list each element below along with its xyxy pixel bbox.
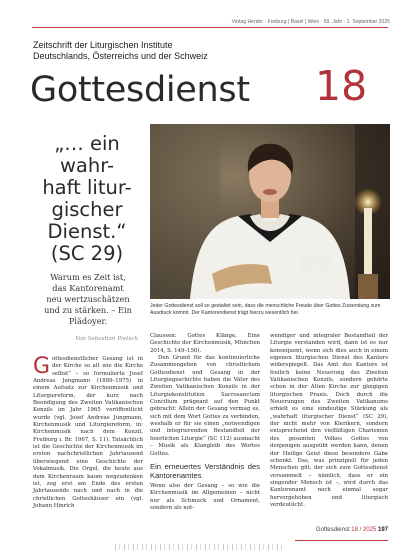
article-column-1 (33, 356, 143, 510)
deck-line: Plädoyer. (68, 316, 108, 326)
header-rule (32, 27, 388, 28)
scan-artifact (115, 544, 285, 550)
pull-quote-line: (SC 29) (50, 242, 124, 265)
pull-quote (33, 133, 141, 265)
footer-rule (295, 540, 388, 541)
subtitle-line-1: Zeitschrift der Liturgischen Institute (33, 40, 173, 50)
article-column-2 (150, 333, 260, 512)
column-3-text: wendiger und integraler Bestandteil der Liturgie verstanden wird, dann ist es nur konsequent, wenn sich dies auch in einem eigenen liturgischen Dienst des Kantors widerspiegelt. Das Amt des Kantors ist freilich keine Neuerung des Zweiten Vatikanischen Konzils, sondern gehörte schon in der Alten Kirche zur gängigen liturgischen Praxis. Doch durch die Neuerungen des Zweiten Vatikanums erhielt es eine eindeutige Stärkung als „wahrhaft liturgischer Dienst“ (SC 29), der nicht mehr von Klerikern, sondern entsprechend den vielfältigen Charismen des gesamten Volkes Gottes von denjenigen ausgeübt werden kann, denen der Heilige Geist diese besondere Gabe schenkt. Das, was prinzipiell für jeden Menschen gilt, der sich zum Gottesdienst versammelt – nämlich, dass er ein singender Mensch ist –, wird durch das Kantorenamt noch einmal sogar hervorgehoben und liturgisch verdeutlicht. (270, 333, 388, 508)
pull-quote-line: haft litur- (42, 176, 132, 199)
deck-line: Warum es Zeit ist, (50, 272, 126, 282)
article-column-3 (270, 333, 388, 509)
deck-line: neu wertzuschätzen (46, 294, 130, 304)
masthead-subtitle (33, 40, 303, 62)
pull-quote-line: gischer (51, 198, 123, 221)
pull-quote-line: „… ein (54, 132, 120, 155)
deck-line: das Kantorenamt (52, 283, 124, 293)
column-2-paragraph: Den Grund für das kontinuierliche Zusammengehen von christlichem Gottesdienst und Gesang in der Liturgiegeschichte haben die Väter des Zweiten Vatikanischen Konzils in der Liturgiekonstitution Sacrosanctum Concilium prägnant auf den Punkt gebracht: Allein der Gesang vermag es, sich mit dem Wort Gottes zu verbinden, weshalb er für sie einen „notwendigen und integrierenden Bestandteil der feierlichen Liturgie“ (SC 112) ausmacht – Musik als Klangleib des Wortes Gottes. (150, 355, 260, 457)
masthead-title: Gottesdienst (30, 70, 250, 110)
issue-number: 18 (315, 62, 368, 110)
page-number: 197 (377, 527, 388, 533)
article-deck (38, 272, 138, 327)
pull-quote-line: Dienst.“ (47, 220, 127, 243)
footer-label: Gottesdienst (315, 527, 350, 533)
pull-quote-line: wahr- (59, 154, 115, 177)
column-2-paragraph: Wenn also der Gesang – so wie die Kirchenmusik im Allgemeinen – nicht nur als Schmuck und Ornament, sondern als not- (150, 482, 260, 511)
photo-caption: Jeder Gottesdienst soll so gestaltet sein, dass die menschliche Freude über Gottes Zuwendung zum Ausdruck kommt. Der Kantorendienst trägt hierzu wesentlich bei. (150, 303, 381, 317)
section-subhead: Ein erneuertes Verständnis des Kantorenamtes (150, 461, 260, 480)
photo-illustration (150, 124, 390, 299)
author-byline: Von Sebastian Pietsch (75, 336, 138, 342)
deck-line: und zu stärken. – Ein (44, 305, 132, 315)
subtitle-line-2: Deutschlands, Österreichs und der Schweiz (33, 51, 208, 61)
drop-cap: G (33, 354, 51, 379)
footer-issue: 18 / 2025 (351, 527, 377, 533)
column-2-top: Claussen: Gottes Klänge. Eine Geschichte der Kirchenmusik, München 2014, S. 149–156). (150, 333, 260, 354)
column-1-text: ottesdienstlicher Gesang ist in der Kirche so alt wie die Kirche selbst“ – so formulierte Josef Andreas Jungmann (1889–1975) in einem Aufsatz zur Kirchenmusik und Liturgiereform, der kurz nach Beendigung des Zweiten Vatikanischen Konzils im Jahr 1965 veröffentlicht wurde (vgl. Josef Andreas Jungmann, Kirchenmusik und Liturgiereform, in: Kirchenmusik nach dem Konzil, Freiburg i. Br. 1967, S. 11). Tatsächlich ist die Geschichte der Kirchenmusik im ersten nachchristlichen Jahrtausend überwiegend eine Geschichte der Vokalmusik. Die Orgel, die heute aus dem Kirchenraum kaum wegzudenken ist, zog erst am Ende des ersten Jahrtausends nach und nach in die christlichen Gotteshäuser ein (vgl. Johann Hinrich (33, 356, 143, 509)
page-footer (285, 527, 388, 533)
article-photo (150, 124, 390, 299)
publisher-line: Verlag Herder · Freiburg | Basel | Wien · 59. Jahr · 1. September 2025 (231, 19, 390, 25)
